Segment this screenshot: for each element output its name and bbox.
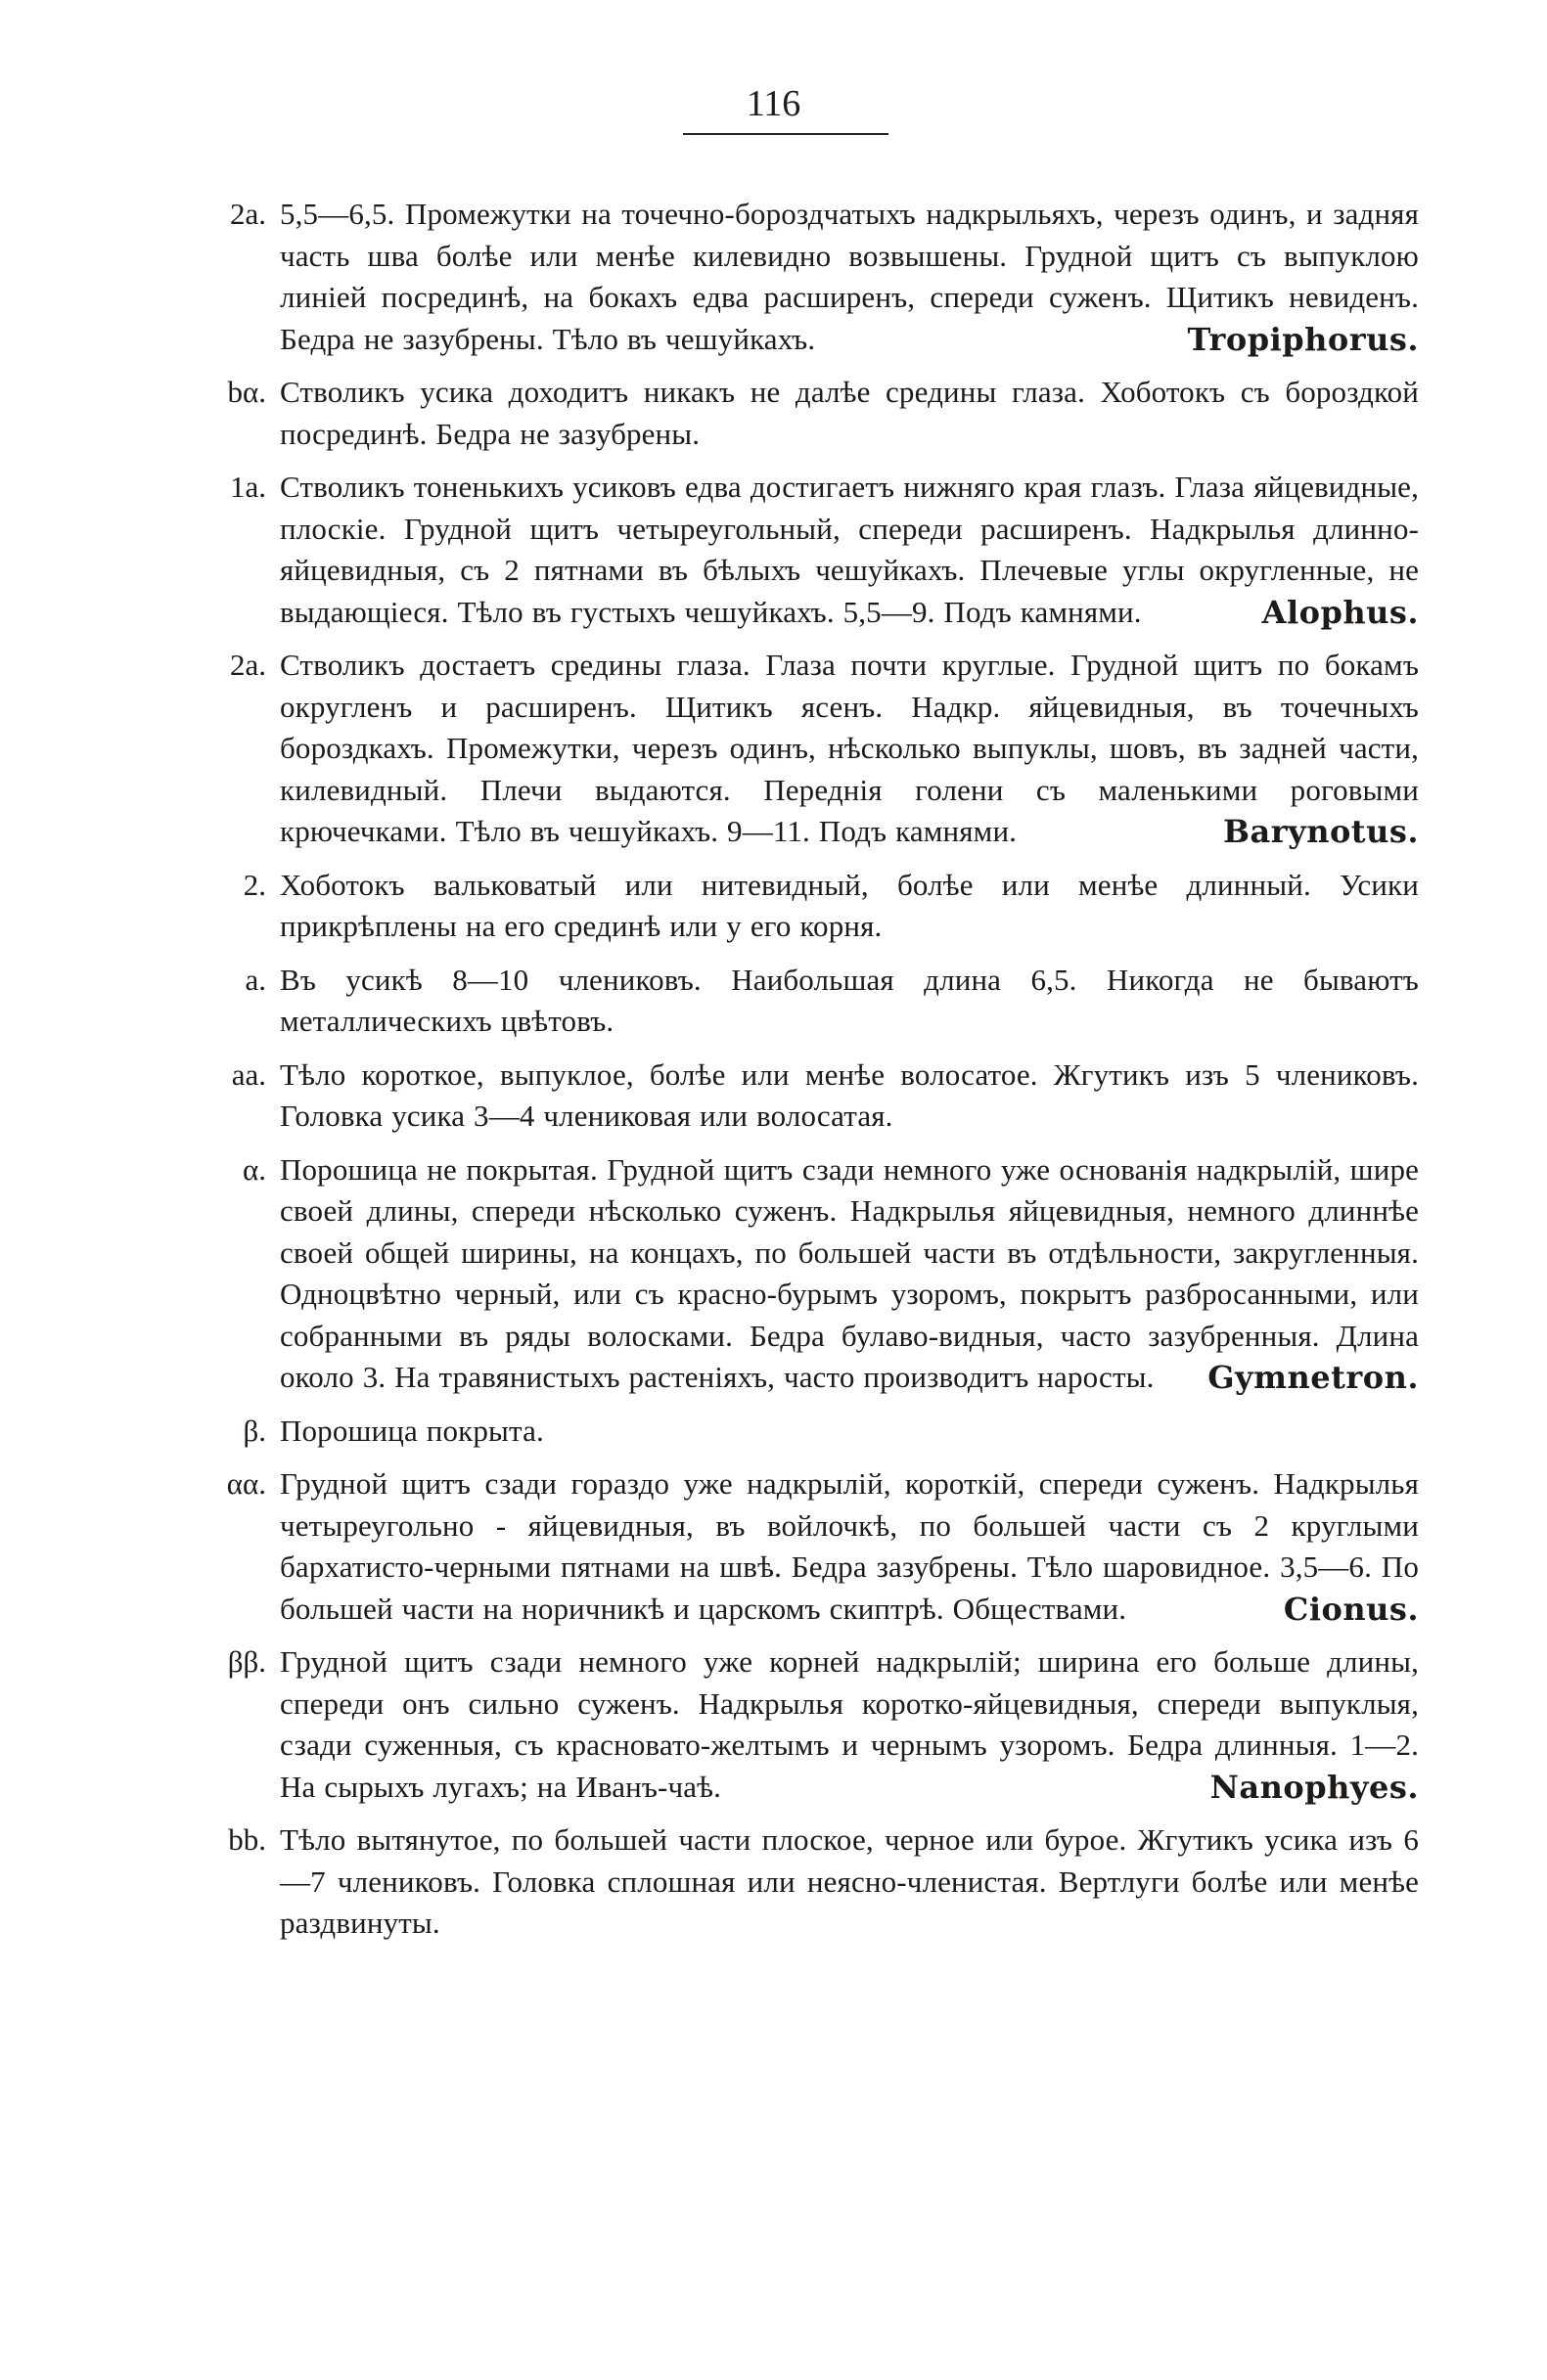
entry-label: β. bbox=[243, 1413, 266, 1448]
entry-text: Хоботокъ вальковатый или нитевидный, болѣе или менѣе длинный. Усики прикрѣплены на его срединѣ или у его корня. bbox=[280, 867, 1419, 943]
entry-text: Порошица не покрытая. Грудной щитъ сзади немного уже основанія надкрылій, шире своей длины, спереди нѣсколько суженъ. Надкрылья яйцевидныя, немного длиннѣе своей общей ширины, на концахъ, по большей части въ отдѣльности, закругленныя. Одноцвѣтно черный, или съ красно-бурымъ узоромъ, покрытъ разбросанными, или собранными въ ряды волосками. Бедра булаво-видныя, часто зазубренныя. Длина около 3. На травянистыхъ растеніяхъ, часто производитъ наросты. bbox=[280, 1151, 1419, 1394]
genus-name: Alophus. bbox=[1261, 593, 1419, 631]
page-number: 116 bbox=[746, 83, 801, 124]
key-entry bbox=[186, 1463, 1419, 1630]
entry-text-block bbox=[280, 1463, 1419, 1630]
entry-label: a. bbox=[245, 962, 266, 997]
entry-label: bα. bbox=[227, 375, 266, 409]
entry-text: Тѣло короткое, выпуклое, болѣе или менѣе волосатое. Жгутикъ изъ 5 члениковъ. Головка усика 3—4 члениковая или волосатая. bbox=[280, 1056, 1419, 1133]
entry-text-block bbox=[280, 194, 1419, 360]
genus-name: Barynotus. bbox=[1222, 813, 1419, 850]
entry-text: Грудной щитъ сзади гораздо уже надкрылій, короткій, спереди суженъ. Надкрылья четыреугольно - яйцевидныя, въ войлочкѣ, по большей части съ 2 круглыми бархатисто-черными пятнами на швѣ. Бедра зазубрены. Тѣло шаровидное. 3,5—6. По большей части на норичникѣ и царскомъ скиптрѣ. Обществами. bbox=[280, 1466, 1419, 1626]
entry-text: Стволикъ достаетъ средины глаза. Глаза почти круглые. Грудной щитъ по бокамъ округленъ и расширенъ. Щитикъ ясенъ. Надкр. яйцевидныя, въ точечныхъ бороздкахъ. Промежутки, черезъ одинъ, нѣсколько выпуклы, шовъ, въ задней части, килевидный. Плечи выдаются. Переднія голени съ маленькими роговыми крючечками. Тѣло въ чешуйкахъ. 9—11. Подъ камнями. bbox=[280, 648, 1419, 848]
genus-name: Gymnetron. bbox=[1207, 1359, 1419, 1396]
entry-label: ββ. bbox=[227, 1644, 266, 1679]
entry-text: Порошица покрыта. bbox=[280, 1413, 544, 1448]
entry-text: Тѣло вытянутое, по большей части плоское, черное или бурое. Жгутикъ усика изъ 6—7 члениковъ. Головка сплошная или неясно-членистая. Вертлуги болѣе или менѣе раздвинуты. bbox=[280, 1822, 1419, 1940]
entry-label: 2. bbox=[243, 867, 266, 902]
key-entry bbox=[186, 960, 1419, 1043]
entry-label: bb. bbox=[228, 1822, 266, 1857]
genus-name: Nanophyes. bbox=[1209, 1768, 1419, 1806]
entry-text: Стволикъ тоненькихъ усиковъ едва достигаетъ нижняго края глазъ. Глаза яйцевидные, плоскіе. Грудной щитъ четыреугольный, спереди расширенъ. Надкрылья длинно-яйцевидныя, съ 2 пятнами въ бѣлыхъ чешуйкахъ. Плечевые углы округленные, не выдающіеся. Тѣло въ густыхъ чешуйкахъ. 5,5—9. Подъ камнями. bbox=[280, 470, 1419, 629]
entry-text-block bbox=[280, 1149, 1419, 1399]
key-entry bbox=[186, 865, 1419, 948]
entry-text-block bbox=[280, 960, 1419, 1043]
entry-text: Стволикъ усика доходитъ никакъ не далѣе средины глаза. Хоботокъ съ бороздкой посрединѣ. Бедра не зазубрены. bbox=[280, 375, 1419, 451]
entry-label: 2a. bbox=[229, 197, 266, 231]
entry-label: α. bbox=[243, 1151, 266, 1187]
entry-text: Въ усикѣ 8—10 члениковъ. Наибольшая длина 6,5. Никогда не бываютъ металлическихъ цвѣтовъ. bbox=[280, 962, 1419, 1038]
entry-text-block bbox=[280, 372, 1419, 455]
entry-text-block bbox=[280, 1411, 1419, 1453]
entry-text-block bbox=[280, 1641, 1419, 1808]
key-entry bbox=[186, 1055, 1419, 1138]
entry-text-block bbox=[280, 467, 1419, 633]
key-entry bbox=[186, 1819, 1419, 1945]
page-number-rule bbox=[683, 133, 888, 135]
entry-text-block bbox=[280, 645, 1419, 853]
key-entry bbox=[186, 1411, 1419, 1453]
entry-label: aa. bbox=[231, 1056, 266, 1092]
entry-text: 5,5—6,5. Промежутки на точечно-бороздчатыхъ надкрыльяхъ, черезъ одинъ, и задняя часть шва болѣе или менѣе килевидно возвышены. Грудной щитъ съ выпуклою линіей посрединѣ, на бокахъ едва расширенъ, спереди суженъ. Щитикъ невиденъ. Бедра не зазубрены. Тѣло въ чешуйкахъ. bbox=[280, 197, 1419, 356]
entry-label: 1a. bbox=[229, 470, 266, 504]
genus-name: Tropiphorus. bbox=[1187, 320, 1419, 358]
genus-name: Cionus. bbox=[1283, 1590, 1419, 1628]
key-entry bbox=[186, 1149, 1419, 1399]
key-entry bbox=[186, 645, 1419, 853]
key-entries bbox=[186, 194, 1419, 1956]
entry-text-block bbox=[280, 865, 1419, 948]
entry-text: Грудной щитъ сзади немного уже корней надкрылій; ширина его больше длины, спереди онъ сильно суженъ. Надкрылья коротко-яйцевидныя, спереди выпуклыя, сзади суженныя, съ красновато-желтымъ и чернымъ узоромъ. Бедра длинныя. 1—2. На сырыхъ лугахъ; на Иванъ-чаѣ. bbox=[280, 1644, 1419, 1804]
key-entry bbox=[186, 194, 1419, 360]
entry-text-block bbox=[280, 1819, 1419, 1945]
entry-text-block bbox=[280, 1055, 1419, 1138]
key-entry bbox=[186, 372, 1419, 455]
entry-label: 2a. bbox=[229, 648, 266, 682]
key-entry bbox=[186, 1641, 1419, 1808]
key-entry bbox=[186, 467, 1419, 633]
entry-label: αα. bbox=[226, 1466, 266, 1501]
